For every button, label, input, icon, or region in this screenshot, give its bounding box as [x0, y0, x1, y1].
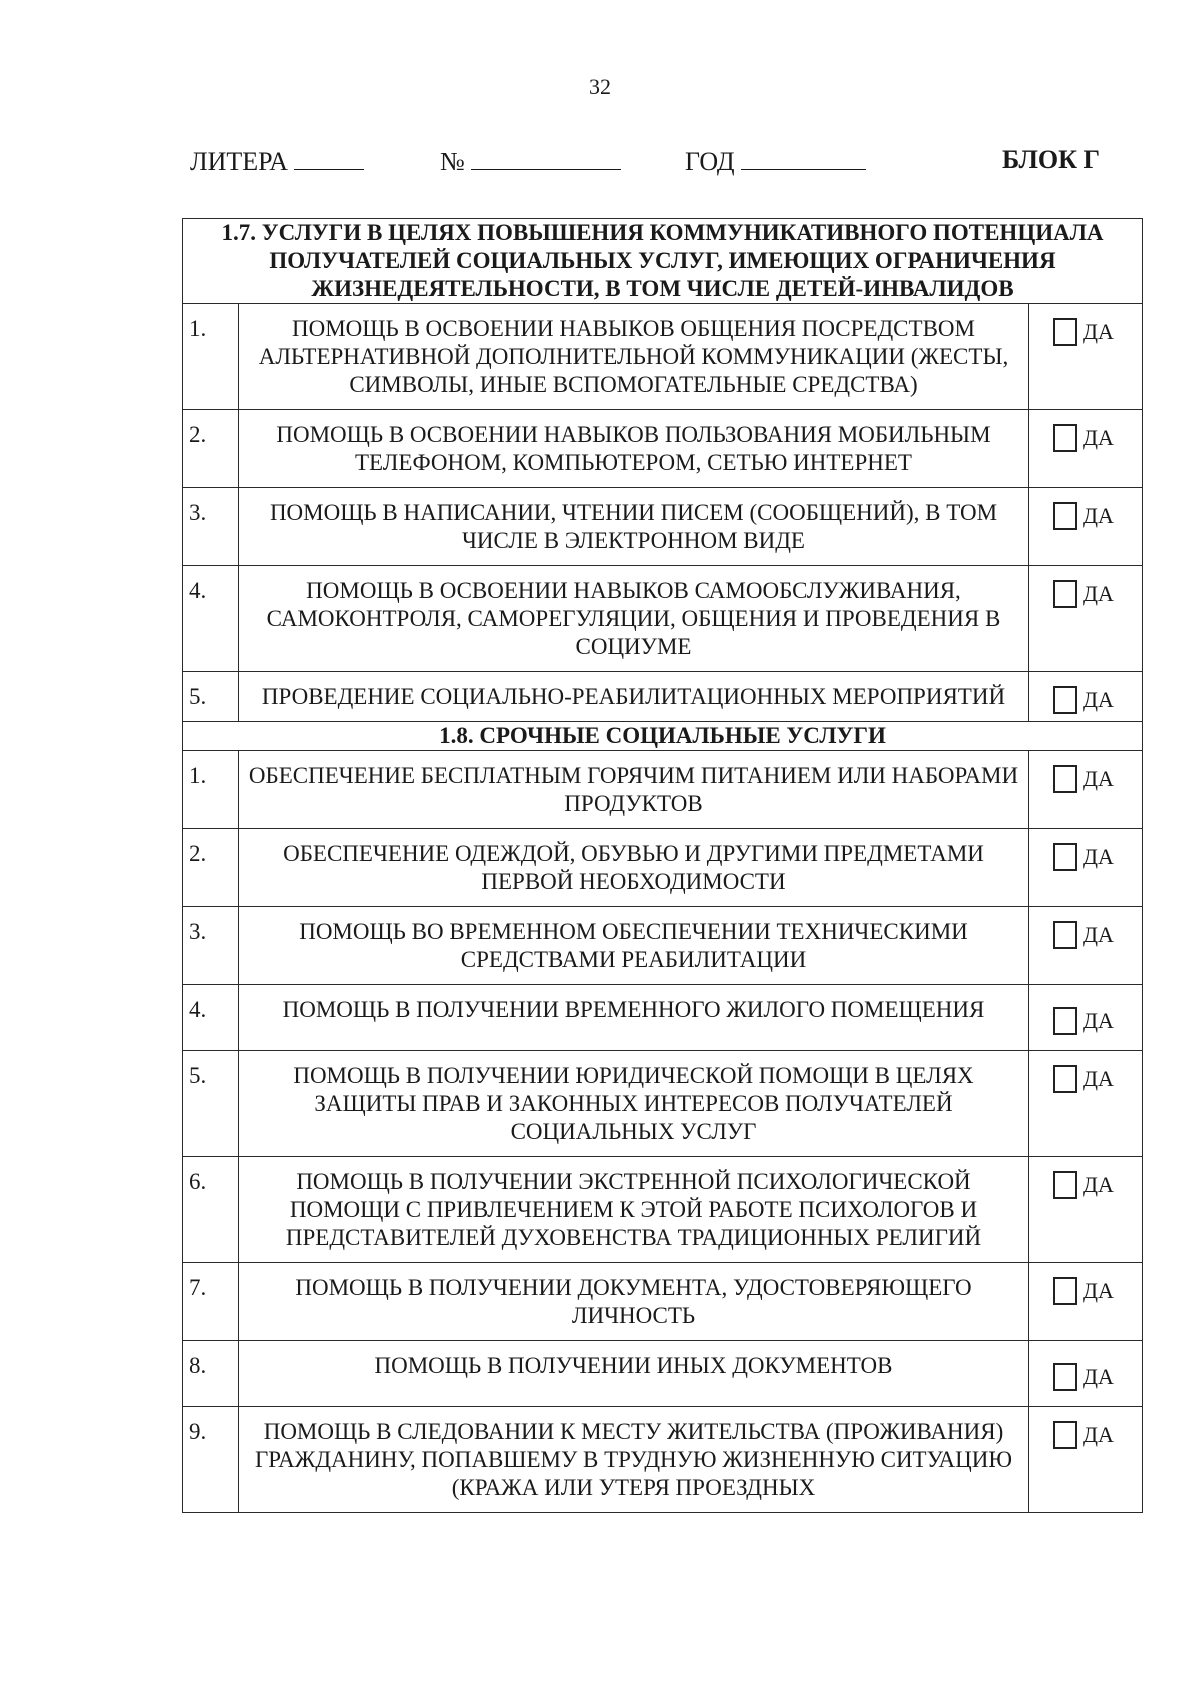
checkbox-cell [1028, 410, 1142, 488]
checkbox-label: ДА [1082, 1422, 1114, 1447]
row-number: 2. [183, 410, 239, 488]
checkbox[interactable] [1053, 686, 1077, 714]
row-number: 1. [183, 751, 239, 829]
section-header-1-8 [183, 722, 1143, 751]
row-number: 3. [183, 488, 239, 566]
checkbox-label: ДА [1082, 503, 1114, 528]
section-title-1-8: 1.8. СРОЧНЫЕ СОЦИАЛЬНЫЕ УСЛУГИ [183, 722, 1143, 751]
checkbox[interactable] [1053, 1007, 1077, 1035]
row-number: 6. [183, 1157, 239, 1263]
service-text: ПОМОЩЬ В НАПИСАНИИ, ЧТЕНИИ ПИСЕМ (СООБЩЕНИЙ), В ТОМ ЧИСЛЕ В ЭЛЕКТРОННОМ ВИДЕ [239, 488, 1029, 566]
table-row [183, 1263, 1143, 1341]
year-field [685, 145, 866, 177]
table-row [183, 1051, 1143, 1157]
checkbox-cell [1028, 488, 1142, 566]
checkbox-cell [1028, 304, 1142, 410]
service-text: ПОМОЩЬ В ПОЛУЧЕНИИ ЮРИДИЧЕСКОЙ ПОМОЩИ В ЦЕЛЯХ ЗАЩИТЫ ПРАВ И ЗАКОННЫХ ИНТЕРЕСОВ ПОЛУЧАТЕЛЕЙ СОЦИАЛЬНЫХ УСЛУГ [239, 1051, 1029, 1157]
table-row [183, 1407, 1143, 1513]
litera-blank[interactable] [294, 145, 364, 170]
table-row [183, 985, 1143, 1051]
service-text: ОБЕСПЕЧЕНИЕ ОДЕЖДОЙ, ОБУВЬЮ И ДРУГИМИ ПРЕДМЕТАМИ ПЕРВОЙ НЕОБХОДИМОСТИ [239, 829, 1029, 907]
litera-field [190, 145, 364, 177]
checkbox-label: ДА [1082, 687, 1114, 712]
year-label: ГОД [685, 147, 735, 176]
checkbox-label: ДА [1082, 581, 1114, 606]
checkbox[interactable] [1053, 1363, 1077, 1391]
service-text: ПОМОЩЬ В ПОЛУЧЕНИИ ИНЫХ ДОКУМЕНТОВ [239, 1341, 1029, 1407]
checkbox[interactable] [1053, 424, 1077, 452]
number-field [440, 145, 621, 177]
checkbox-label: ДА [1082, 1364, 1114, 1389]
row-number: 2. [183, 829, 239, 907]
services-table [182, 218, 1143, 1513]
table-row [183, 304, 1143, 410]
row-number: 9. [183, 1407, 239, 1513]
table-row [183, 829, 1143, 907]
row-number: 5. [183, 1051, 239, 1157]
section-title-1-7: 1.7. УСЛУГИ В ЦЕЛЯХ ПОВЫШЕНИЯ КОММУНИКАТИВНОГО ПОТЕНЦИАЛА ПОЛУЧАТЕЛЕЙ СОЦИАЛЬНЫХ УСЛУГ, ИМЕЮЩИХ ОГРАНИЧЕНИЯ ЖИЗНЕДЕЯТЕЛЬНОСТИ, В ТОМ ЧИСЛЕ ДЕТЕЙ-ИНВАЛИДОВ [183, 219, 1143, 304]
table-row [183, 672, 1143, 722]
checkbox-label: ДА [1082, 766, 1114, 791]
litera-label: ЛИТЕРА [190, 147, 289, 176]
checkbox[interactable] [1053, 921, 1077, 949]
block-label: БЛОК Г [1001, 145, 1100, 174]
service-text: ПОМОЩЬ В СЛЕДОВАНИИ К МЕСТУ ЖИТЕЛЬСТВА (ПРОЖИВАНИЯ) ГРАЖДАНИНУ, ПОПАВШЕМУ В ТРУДНУЮ ЖИЗНЕННУЮ СИТУАЦИЮ (КРАЖА ИЛИ УТЕРЯ ПРОЕЗДНЫХ [239, 1407, 1029, 1513]
page-number: 32 [589, 74, 611, 99]
table-row [183, 410, 1143, 488]
checkbox-cell [1028, 829, 1142, 907]
checkbox-label: ДА [1082, 425, 1114, 450]
checkbox[interactable] [1053, 1065, 1077, 1093]
form-header [190, 145, 1100, 181]
checkbox-label: ДА [1082, 844, 1114, 869]
service-text: ОБЕСПЕЧЕНИЕ БЕСПЛАТНЫМ ГОРЯЧИМ ПИТАНИЕМ ИЛИ НАБОРАМИ ПРОДУКТОВ [239, 751, 1029, 829]
service-text: ПОМОЩЬ ВО ВРЕМЕННОМ ОБЕСПЕЧЕНИИ ТЕХНИЧЕСКИМИ СРЕДСТВАМИ РЕАБИЛИТАЦИИ [239, 907, 1029, 985]
checkbox-label: ДА [1082, 922, 1114, 947]
checkbox-cell [1028, 1051, 1142, 1157]
checkbox-label: ДА [1082, 1066, 1114, 1091]
checkbox[interactable] [1053, 580, 1077, 608]
row-number: 4. [183, 566, 239, 672]
checkbox[interactable] [1053, 318, 1077, 346]
number-label: № [440, 147, 465, 176]
checkbox-cell [1028, 1263, 1142, 1341]
table-row [183, 1341, 1143, 1407]
checkbox[interactable] [1053, 1421, 1077, 1449]
checkbox[interactable] [1053, 843, 1077, 871]
table-row [183, 907, 1143, 985]
row-number: 8. [183, 1341, 239, 1407]
service-text: ПОМОЩЬ В ПОЛУЧЕНИИ ВРЕМЕННОГО ЖИЛОГО ПОМЕЩЕНИЯ [239, 985, 1029, 1051]
checkbox-cell [1028, 907, 1142, 985]
checkbox-label: ДА [1082, 1278, 1114, 1303]
checkbox[interactable] [1053, 1277, 1077, 1305]
year-blank[interactable] [741, 145, 866, 170]
section-header-1-7 [183, 219, 1143, 304]
checkbox-cell [1028, 566, 1142, 672]
service-text: ПОМОЩЬ В ОСВОЕНИИ НАВЫКОВ ПОЛЬЗОВАНИЯ МОБИЛЬНЫМ ТЕЛЕФОНОМ, КОМПЬЮТЕРОМ, СЕТЬЮ ИНТЕРНЕТ [239, 410, 1029, 488]
table-row [183, 751, 1143, 829]
service-text: ПОМОЩЬ В ПОЛУЧЕНИИ ЭКСТРЕННОЙ ПСИХОЛОГИЧЕСКОЙ ПОМОЩИ С ПРИВЛЕЧЕНИЕМ К ЭТОЙ РАБОТЕ ПСИХОЛОГОВ И ПРЕДСТАВИТЕЛЕЙ ДУХОВЕНСТВА ТРАДИЦИОННЫХ РЕЛИГИЙ [239, 1157, 1029, 1263]
table-row [183, 1157, 1143, 1263]
row-number: 1. [183, 304, 239, 410]
checkbox-cell [1028, 1157, 1142, 1263]
checkbox-label: ДА [1082, 1008, 1114, 1033]
checkbox-cell [1028, 1341, 1142, 1407]
number-blank[interactable] [471, 145, 621, 170]
table-row [183, 488, 1143, 566]
checkbox-cell [1028, 672, 1142, 722]
table-row [183, 566, 1143, 672]
checkbox-label: ДА [1082, 1172, 1114, 1197]
row-number: 5. [183, 672, 239, 722]
checkbox[interactable] [1053, 502, 1077, 530]
checkbox-label: ДА [1082, 319, 1114, 344]
row-number: 3. [183, 907, 239, 985]
checkbox-cell [1028, 1407, 1142, 1513]
checkbox[interactable] [1053, 1171, 1077, 1199]
service-text: ПОМОЩЬ В ОСВОЕНИИ НАВЫКОВ САМООБСЛУЖИВАНИЯ, САМОКОНТРОЛЯ, САМОРЕГУЛЯЦИИ, ОБЩЕНИЯ И ПРОВЕДЕНИЯ В СОЦИУМЕ [239, 566, 1029, 672]
checkbox-cell [1028, 751, 1142, 829]
row-number: 4. [183, 985, 239, 1051]
service-text: ПРОВЕДЕНИЕ СОЦИАЛЬНО-РЕАБИЛИТАЦИОННЫХ МЕРОПРИЯТИЙ [239, 672, 1029, 722]
service-text: ПОМОЩЬ В ОСВОЕНИИ НАВЫКОВ ОБЩЕНИЯ ПОСРЕДСТВОМ АЛЬТЕРНАТИВНОЙ ДОПОЛНИТЕЛЬНОЙ КОММУНИКАЦИИ (ЖЕСТЫ, СИМВОЛЫ, ИНЫЕ ВСПОМОГАТЕЛЬНЫЕ СРЕДСТВА) [239, 304, 1029, 410]
checkbox[interactable] [1053, 765, 1077, 793]
row-number: 7. [183, 1263, 239, 1341]
service-text: ПОМОЩЬ В ПОЛУЧЕНИИ ДОКУМЕНТА, УДОСТОВЕРЯЮЩЕГО ЛИЧНОСТЬ [239, 1263, 1029, 1341]
checkbox-cell [1028, 985, 1142, 1051]
